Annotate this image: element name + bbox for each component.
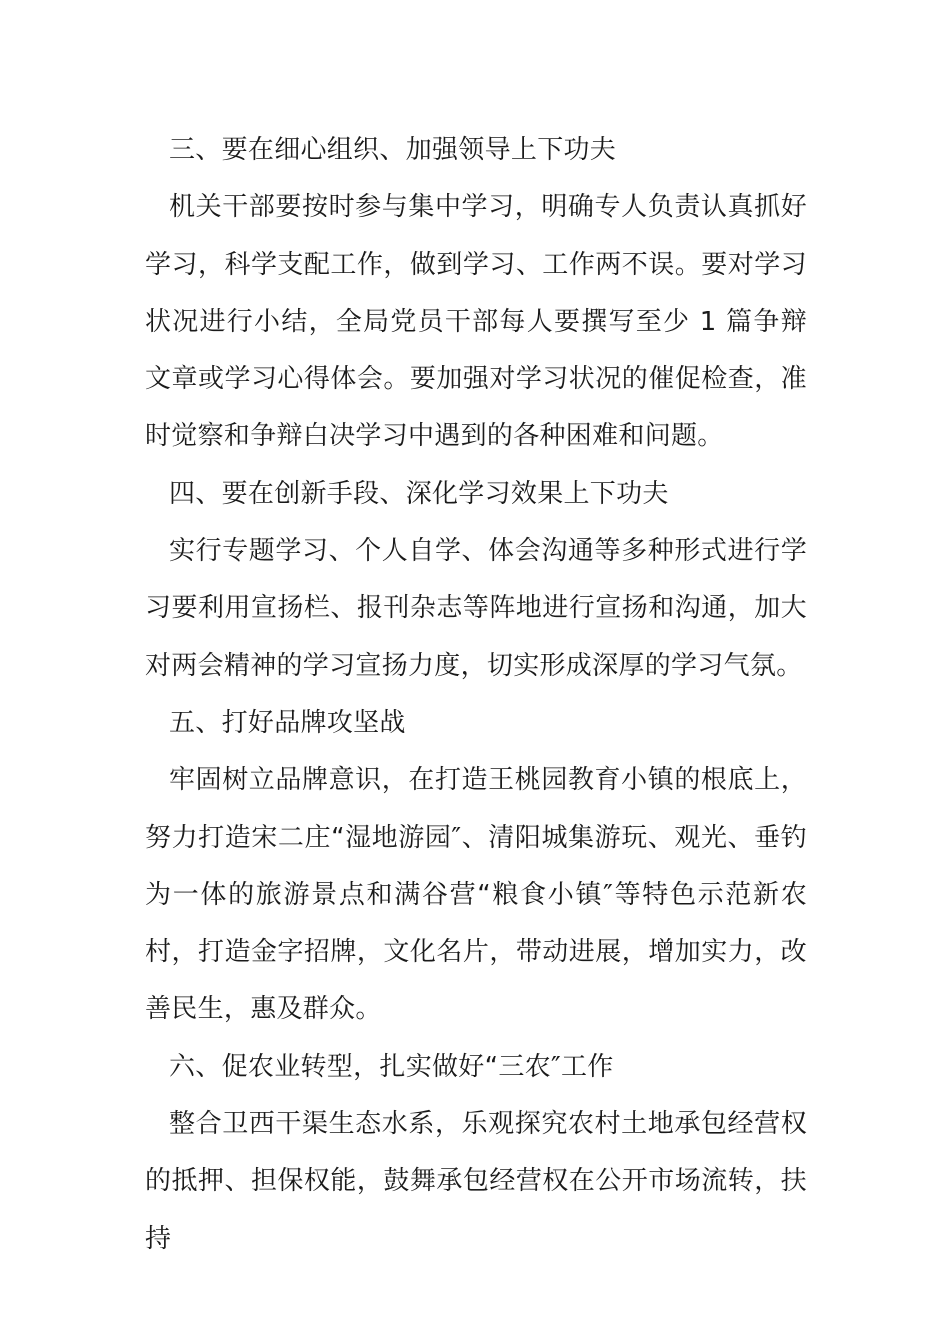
section-heading-4: 四、要在创新手段、深化学习效果上下功夫 bbox=[169, 478, 669, 509]
section-heading-5: 五、打好品牌攻坚战 bbox=[169, 707, 406, 738]
paragraph-study-organization: 机关干部要按时参与集中学习，明确专人负责认真抓好学习，科学支配工作，做到学习、工作两不误。要对学习状况进行小结，全局党员干部每人要撰写至少 1 篇争辩文章或学习心得体会。要加强对学习状况的催促检查，准时觉察和争辩白决学习中遇到的各种困难和问题。 bbox=[145, 192, 807, 452]
section-heading-3: 三、要在细心组织、加强领导上下功夫 bbox=[169, 135, 617, 165]
paragraph-agriculture: 整合卫西干渠生态水系，乐观探究农村土地承包经营权的抵押、担保权能，鼓舞承包经营权在公开市场流转，扶持 bbox=[145, 1109, 807, 1254]
paragraph-brand-building: 牢固树立品牌意识，在打造王桃园教育小镇的根底上，努力打造宋二庄“湿地游园″、清阳城集游玩、观光、垂钓为一体的旅游景点和满谷营“粮食小镇″等特色示范新农村，打造金字招牌，文化名片，带动进展，增加实力，改善民生，惠及群众。 bbox=[145, 765, 807, 1025]
document-body bbox=[145, 122, 807, 1268]
paragraph-study-methods: 实行专题学习、个人自学、体会沟通等多种形式进行学习要利用宣扬栏、报刊杂志等阵地进行宣扬和沟通，加大对两会精神的学习宣扬力度，切实形成深厚的学习气氛。 bbox=[145, 536, 807, 681]
section-heading-6: 六、促农业转型，扎实做好“三农″工作 bbox=[169, 1051, 614, 1082]
